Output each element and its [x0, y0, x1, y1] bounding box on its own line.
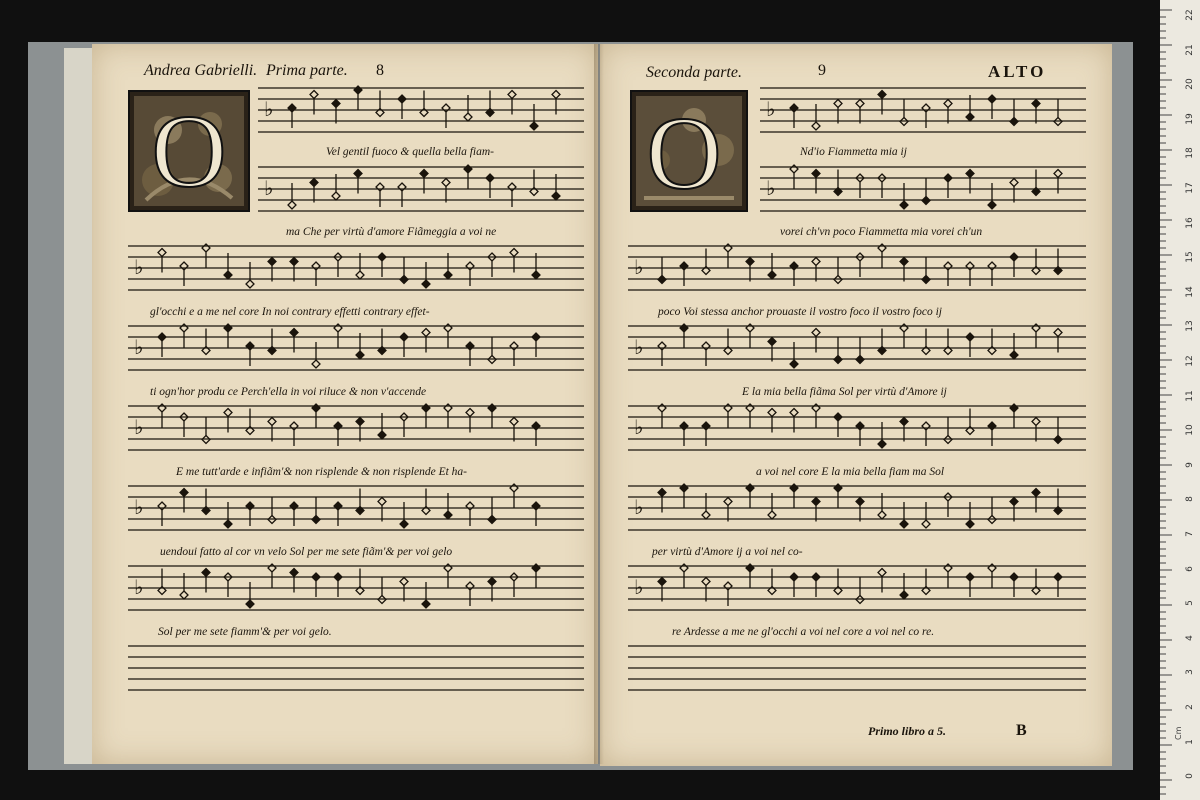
- note: [834, 100, 842, 124]
- note: [922, 329, 930, 355]
- note: [246, 342, 254, 366]
- note: [180, 262, 188, 286]
- note: [422, 262, 430, 288]
- note: [290, 258, 298, 282]
- left-staff-4: [128, 322, 584, 376]
- note: [442, 104, 450, 128]
- note: [400, 502, 408, 528]
- note: [834, 569, 842, 595]
- note: [966, 573, 974, 597]
- note: [422, 489, 430, 515]
- ruler-number: 7: [1185, 531, 1195, 537]
- flat-sign: ♭: [634, 335, 644, 359]
- ruler-number: 0: [1185, 773, 1195, 780]
- note: [400, 333, 408, 357]
- note: [900, 502, 908, 528]
- note: [988, 262, 996, 286]
- note: [420, 91, 428, 117]
- right-lyric-line-5: a voi nel core E la mia bella fiam ma Sol: [756, 466, 945, 478]
- note: [724, 404, 732, 428]
- note: [856, 498, 864, 522]
- note: [268, 418, 276, 442]
- note: [334, 422, 342, 446]
- note: [790, 262, 798, 286]
- note: [158, 404, 166, 428]
- note: [508, 91, 516, 115]
- note: [988, 183, 996, 209]
- right-lyric-line-3: poco Voi stessa anchor prouaste il vostro foco il vostro foco ij: [658, 306, 942, 318]
- note: [158, 333, 166, 357]
- note: [180, 324, 188, 348]
- right-header-part: Seconda parte.: [646, 64, 742, 81]
- note: [334, 573, 342, 597]
- ruler-number: 12: [1185, 355, 1195, 367]
- left-staff-3: [128, 242, 584, 296]
- note: [290, 329, 298, 353]
- right-staff-6: [628, 482, 1086, 536]
- note: [1054, 573, 1062, 597]
- note: [400, 258, 408, 284]
- note: [246, 409, 254, 435]
- right-page-number: 9: [818, 62, 826, 79]
- note: [922, 502, 930, 528]
- note: [988, 564, 996, 588]
- left-lyric-line-5: E me tutt'arde e infiãm'& non risplende & non risplende Et ha-: [176, 466, 467, 478]
- note: [966, 409, 974, 435]
- ruler-number: 20: [1185, 78, 1195, 90]
- note: [944, 100, 952, 124]
- left-lyric-line-4: ti ogn'hor produ ce Perch'ella in voi riluce & non v'accende: [150, 386, 427, 398]
- note: [378, 329, 386, 355]
- left-lyric-line-3: gl'occhi e a me nel core In noi contrary effetti contrary effet-: [150, 306, 430, 318]
- note: [724, 498, 732, 522]
- note: [486, 91, 494, 117]
- right-lyric-line-6: per virtù d'Amore ij a voi nel co-: [652, 546, 803, 558]
- note: [356, 569, 364, 595]
- note: [658, 578, 666, 602]
- note: [878, 91, 886, 115]
- flat-sign: ♭: [634, 575, 644, 599]
- note: [900, 418, 908, 442]
- right-staff-8: [628, 642, 1086, 696]
- flat-sign: ♭: [766, 97, 776, 121]
- note: [444, 324, 452, 348]
- note: [790, 484, 798, 508]
- note: [158, 502, 166, 526]
- note: [790, 165, 798, 189]
- note: [724, 244, 732, 268]
- note: [354, 170, 362, 194]
- left-staff-7: [128, 562, 584, 616]
- flat-sign: ♭: [634, 415, 644, 439]
- note: [812, 104, 820, 130]
- note: [834, 338, 842, 364]
- note: [1054, 170, 1062, 194]
- left-staff-8: [128, 642, 584, 696]
- note: [790, 409, 798, 433]
- book-gutter: [594, 44, 604, 764]
- note: [530, 104, 538, 130]
- note: [1032, 324, 1040, 348]
- note: [680, 484, 688, 508]
- note: [856, 338, 864, 364]
- note: [702, 578, 710, 602]
- note: [488, 578, 496, 602]
- ruler-number: 17: [1185, 182, 1195, 194]
- note: [658, 489, 666, 513]
- note: [290, 569, 298, 593]
- note: [464, 165, 472, 189]
- flat-sign: ♭: [634, 495, 644, 519]
- note: [510, 249, 518, 273]
- ruler-number: 13: [1185, 320, 1195, 333]
- note: [530, 170, 538, 196]
- note: [1010, 100, 1018, 126]
- note: [224, 324, 232, 348]
- ruler-number: 21: [1185, 43, 1195, 56]
- note: [158, 569, 166, 595]
- flat-sign: ♭: [264, 176, 274, 200]
- note: [354, 86, 362, 110]
- note: [246, 582, 254, 608]
- ruler-number: 4: [1185, 634, 1195, 641]
- ruler-number: 16: [1185, 216, 1195, 229]
- note: [966, 333, 974, 357]
- note: [378, 498, 386, 522]
- note: [202, 489, 210, 515]
- note: [944, 564, 952, 588]
- footer-signature: Primo libro a 5.: [868, 724, 947, 738]
- note: [944, 262, 952, 286]
- note: [878, 244, 886, 268]
- note: [812, 170, 820, 194]
- right-decorated-initial: [630, 90, 748, 216]
- svg-text:O: O: [646, 96, 722, 211]
- note: [768, 409, 776, 433]
- note: [790, 342, 798, 368]
- note: [288, 183, 296, 209]
- note: [746, 324, 754, 348]
- note: [1032, 569, 1040, 595]
- note: [812, 258, 820, 282]
- left-lyric-line-7: Sol per me sete fiamm'& per voi gelo.: [158, 626, 332, 638]
- note: [552, 91, 560, 115]
- note: [510, 484, 518, 508]
- right-staff-2: [760, 163, 1086, 217]
- flat-sign: ♭: [134, 415, 144, 439]
- note: [376, 91, 384, 117]
- ruler-number: 15: [1185, 251, 1195, 263]
- right-lyric-line-2: vorei ch'vn poco Fiammetta mia vorei ch'un: [780, 226, 983, 238]
- right-staff-3: [628, 242, 1086, 296]
- note: [834, 484, 842, 508]
- left-page-number: 8: [376, 62, 384, 79]
- note: [1054, 249, 1062, 275]
- note: [1010, 573, 1018, 597]
- note: [680, 564, 688, 588]
- right-lyric-line-1: Nd'io Fiammetta mia ij: [800, 146, 907, 158]
- note: [746, 484, 754, 508]
- note: [966, 502, 974, 528]
- note: [922, 179, 930, 205]
- note: [398, 95, 406, 119]
- note: [680, 324, 688, 348]
- note: [812, 329, 820, 353]
- left-header-part: Prima parte.: [266, 62, 348, 79]
- note: [312, 342, 320, 368]
- note: [1010, 498, 1018, 522]
- note: [224, 502, 232, 528]
- note: [922, 258, 930, 284]
- note: [988, 95, 996, 119]
- note: [488, 404, 496, 428]
- note: [334, 324, 342, 348]
- note: [1054, 329, 1062, 353]
- note: [442, 179, 450, 203]
- note: [356, 418, 364, 442]
- note: [268, 258, 276, 282]
- left-staff-2: [258, 163, 584, 217]
- note: [1032, 170, 1040, 196]
- ruler-number: 18: [1185, 147, 1195, 160]
- note: [1032, 418, 1040, 442]
- note: [444, 404, 452, 428]
- note: [268, 564, 276, 588]
- note: [356, 489, 364, 515]
- right-lyric-line-7: re Ardesse a me ne gl'occhi a voi nel core a voi nel co re.: [672, 626, 935, 638]
- note: [334, 502, 342, 526]
- note: [746, 564, 754, 588]
- note: [988, 329, 996, 355]
- note: [790, 104, 798, 128]
- note: [290, 422, 298, 446]
- ruler-number: 6: [1185, 565, 1195, 572]
- note: [246, 262, 254, 288]
- note: [988, 422, 996, 446]
- left-header-composer: Andrea Gabrielli.: [144, 62, 258, 79]
- note: [900, 324, 908, 348]
- note: [444, 564, 452, 588]
- note: [658, 404, 666, 428]
- note: [922, 422, 930, 446]
- note: [312, 262, 320, 286]
- note: [834, 413, 842, 437]
- note: [966, 170, 974, 194]
- note: [1054, 418, 1062, 444]
- flat-sign: ♭: [134, 495, 144, 519]
- note: [224, 409, 232, 433]
- note: [724, 582, 732, 606]
- note: [158, 249, 166, 273]
- left-lyric-line-6: uendoui fatto al cor vn velo Sol per me sete fiãm'& per voi gelo: [160, 546, 453, 558]
- note: [922, 104, 930, 128]
- note: [878, 569, 886, 593]
- note: [658, 258, 666, 284]
- note: [422, 329, 430, 353]
- flat-sign: ♭: [134, 255, 144, 279]
- note: [856, 100, 864, 124]
- left-staff-1: [258, 84, 584, 138]
- note: [702, 422, 710, 446]
- note: [768, 569, 776, 595]
- note: [680, 262, 688, 286]
- flat-sign: ♭: [766, 176, 776, 200]
- note: [1010, 253, 1018, 277]
- note: [376, 183, 384, 207]
- note: [310, 91, 318, 115]
- flat-sign: ♭: [634, 255, 644, 279]
- note: [1054, 489, 1062, 515]
- note: [702, 342, 710, 366]
- note: [532, 564, 540, 588]
- note: [508, 183, 516, 207]
- note: [966, 262, 974, 286]
- flat-sign: ♭: [134, 335, 144, 359]
- note: [812, 573, 820, 597]
- ruler-number: 9: [1185, 461, 1195, 468]
- note: [420, 170, 428, 194]
- note: [398, 183, 406, 207]
- note: [532, 333, 540, 357]
- ruler-number: 14: [1185, 286, 1195, 298]
- note: [532, 422, 540, 446]
- note: [702, 249, 710, 275]
- note: [1032, 489, 1040, 513]
- note: [834, 170, 842, 196]
- ruler-number: 3: [1185, 669, 1195, 676]
- note: [658, 342, 666, 366]
- ruler-number: 5: [1185, 600, 1195, 607]
- ruler-number: 22: [1185, 9, 1195, 21]
- note: [486, 174, 494, 198]
- footer-gathering-letter: B: [1016, 722, 1027, 739]
- note: [900, 258, 908, 282]
- note: [180, 489, 188, 513]
- note: [202, 329, 210, 355]
- note: [680, 422, 688, 446]
- right-lyric-line-4: E la mia bella fiãma Sol per virtù d'Amore ij: [742, 386, 947, 398]
- note: [510, 342, 518, 366]
- note: [510, 418, 518, 442]
- note: [312, 498, 320, 524]
- svg-text:O: O: [151, 94, 227, 209]
- note: [290, 502, 298, 526]
- note: [746, 258, 754, 282]
- right-staff-1: [760, 84, 1086, 138]
- right-staff-4: [628, 322, 1086, 376]
- ruler-number: 8: [1185, 496, 1195, 503]
- note: [1010, 179, 1018, 203]
- note: [768, 338, 776, 362]
- note: [724, 329, 732, 355]
- note: [332, 100, 340, 124]
- ruler-number: 1: [1185, 738, 1195, 745]
- note: [466, 582, 474, 606]
- note: [466, 262, 474, 286]
- note: [878, 329, 886, 355]
- ruler-number: 11: [1185, 389, 1195, 402]
- right-staff-5: [628, 402, 1086, 456]
- note: [312, 573, 320, 597]
- voice-part-label: ALTO: [988, 62, 1047, 81]
- left-decorated-initial: [128, 90, 250, 216]
- note: [288, 104, 296, 128]
- note: [922, 569, 930, 595]
- note: [268, 329, 276, 355]
- note: [812, 404, 820, 428]
- note: [1032, 249, 1040, 275]
- note: [466, 502, 474, 526]
- note: [532, 502, 540, 526]
- note: [312, 404, 320, 428]
- note: [790, 573, 798, 597]
- note: [488, 498, 496, 524]
- note: [202, 569, 210, 593]
- left-lyric-line-1: Vel gentil fuoco & quella bella fiam-: [326, 146, 494, 158]
- ruler-number: 2: [1185, 704, 1195, 710]
- note: [746, 404, 754, 428]
- note: [944, 329, 952, 355]
- note: [944, 174, 952, 198]
- note: [466, 409, 474, 433]
- note: [1010, 404, 1018, 428]
- note: [878, 422, 886, 448]
- ruler-number: 19: [1185, 113, 1195, 125]
- note: [202, 244, 210, 268]
- flat-sign: ♭: [134, 575, 144, 599]
- left-staff-6: [128, 482, 584, 536]
- ruler-number: 10: [1185, 424, 1195, 436]
- measuring-ruler: [1160, 0, 1200, 800]
- left-staff-5: [128, 402, 584, 456]
- note: [400, 578, 408, 602]
- ruler-brand: Cm: [1174, 726, 1183, 740]
- flat-sign: ♭: [264, 97, 274, 121]
- note: [422, 404, 430, 428]
- note: [466, 342, 474, 366]
- right-staff-7: [628, 562, 1086, 616]
- note: [856, 422, 864, 446]
- note: [378, 253, 386, 277]
- note: [812, 498, 820, 522]
- note: [422, 582, 430, 608]
- note: [246, 502, 254, 526]
- note: [1032, 100, 1040, 124]
- note: [900, 183, 908, 209]
- note: [310, 179, 318, 203]
- left-lyric-line-2: ma Che per virtù d'amore Fiãmeggia a voi ne: [286, 226, 497, 238]
